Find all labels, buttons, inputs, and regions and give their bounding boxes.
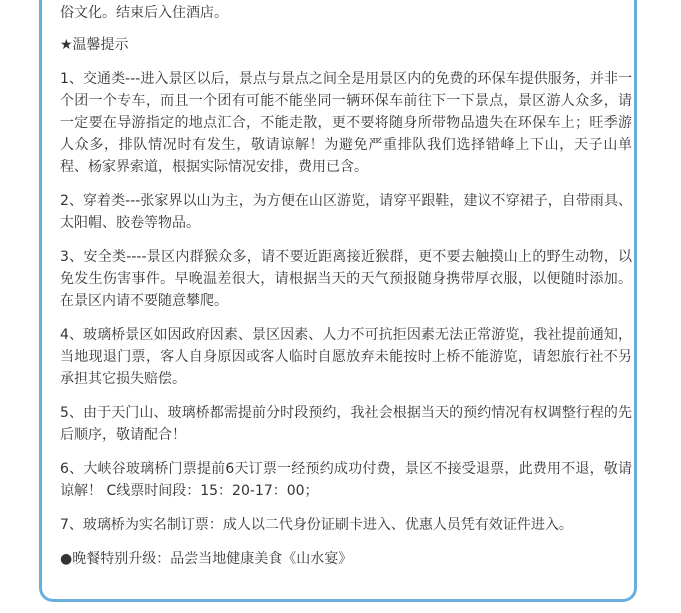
tips-title: ★温馨提示 (60, 37, 129, 53)
tip-ticket-refund: 6、大峡谷玻璃桥门票提前6天订票一经预约成功付费，景区不接受退票，此费用不退，敬请谅解！ C线票时间段：15：20-17：00； (60, 461, 632, 499)
tip-transport: 1、交通类---进入景区以后，景点与景点之间全是用景区内的免费的环保车提供服务，并非一个团一个专车，而且一个团有可能不能坐同一辆环保车前往下一下景点，景区游人众多，请一定要在导游指定的地点汇合，不能走散，更不要将随身所带物品遗失在环保车上；旺季游人众多，排队情况时有发生，敬请谅解！为避免严重排队我们选择错峰上下山，天子山单程、杨家界索道，根据实际情况安排，费用已含。 (60, 71, 632, 175)
tip-reservation-order: 5、由于天门山、玻璃桥都需提前分时段预约，我社会根据当天的预约情况有权调整行程的先后顺序，敬请配合！ (60, 405, 632, 443)
dinner-upgrade-note: ●晚餐特别升级：品尝当地健康美食《山水宴》 (60, 551, 353, 567)
tip-glass-bridge-closure: 4、玻璃桥景区如因政府因素、景区因素、人力不可抗拒因素无法正常游览，我社提前通知，当地现退门票，客人自身原因或客人临时自愿放弃未能按时上桥不能游览，请恕旅行社不另承担其它损失赔偿。 (60, 327, 632, 387)
intro-tail-text: 俗文化。结束后入住酒店。 (60, 5, 228, 21)
tip-clothing: 2、穿着类---张家界以山为主，为方便在山区游览，请穿平跟鞋，建议不穿裙子，自带雨具、太阳帽、胶卷等物品。 (60, 193, 632, 231)
tip-safety: 3、安全类----景区内群猴众多，请不要近距离接近猴群，更不要去触摸山上的野生动物，以免发生伤害事件。早晚温差很大，请根据当天的天气预报随身携带厚衣服，以便随时添加。在景区内请不要随意攀爬。 (60, 249, 632, 309)
tip-real-name-ticket: 7、玻璃桥为实名制订票：成人以二代身份证刷卡进入、优惠人员凭有效证件进入。 (60, 517, 573, 533)
itinerary-content (60, 0, 632, 570)
